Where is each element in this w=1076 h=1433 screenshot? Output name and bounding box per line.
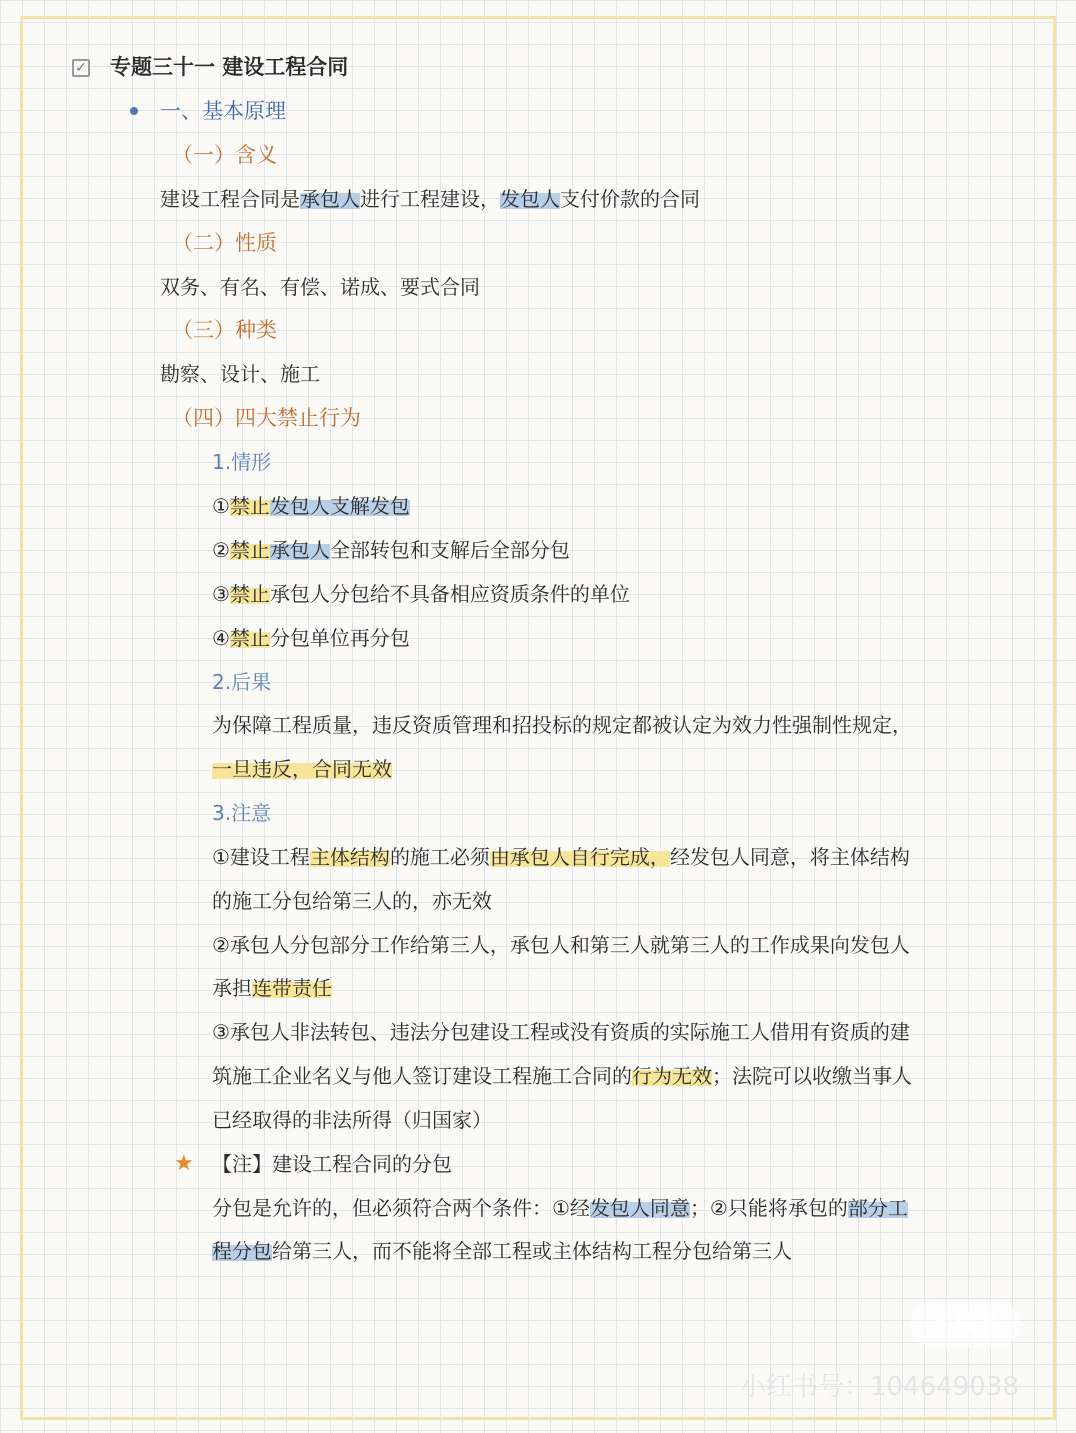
highlight-party: 承包人 [269,538,330,562]
sub-consequences: 2.后果 [212,670,272,694]
highlight-main-structure: 主体结构 [309,845,390,869]
subheading-types: （三）种类 [172,318,277,342]
star-text [212,1194,908,1222]
text-segment: 支付价款的合同 [560,187,700,211]
highlight-prohibit: 禁止 [229,538,270,562]
highlight-employer: 发包人 [500,187,560,211]
subheading-nature: （二）性质 [172,231,277,255]
note-text: 已经取得的非法所得（归国家） [212,1108,492,1132]
text-segment: 经发包人同意，将主体结构 [669,845,910,869]
highlight-partial: 程分包 [212,1239,272,1263]
prohibition-item [212,580,630,608]
highlight-prohibit: 禁止 [229,582,270,606]
text-segment: ①建设工程 [212,845,310,869]
nature-text: 双务、有名、有偿、诺成、要式合同 [160,275,480,299]
text-segment: 建设工程合同是 [160,187,300,211]
item-number: ④ [212,626,230,650]
bullet-icon [130,107,138,115]
subheading-meaning: （一）含义 [172,143,277,167]
note-text [212,1062,912,1090]
prohibition-item [212,492,410,520]
highlight-self-complete: 由承包人自行完成， [489,845,670,869]
highlight-joint-liability: 连带责任 [252,976,332,1000]
highlight-action: 支解发包 [329,494,410,518]
text-segment: ；法院可以收缴当事人 [712,1064,912,1088]
text-segment: 筑施工企业名义与他人签订建设工程施工合同的 [212,1064,632,1088]
text-segment: 分包单位再分包 [269,626,410,650]
note-text [212,843,910,871]
text-segment: 承包人分包给不具备相应资质条件的单位 [269,582,630,606]
sub-situations: 1.情形 [212,450,272,474]
note-text: ②承包人分包部分工作给第三人，承包人和第三人就第三人的工作成果向发包人 [212,933,910,957]
highlight-consent: 发包人同意 [589,1196,690,1220]
text-segment: 承担 [212,976,252,1000]
highlight-prohibit: 禁止 [229,494,270,518]
watermark-id: 小红书号：104649038 [740,1372,1019,1402]
text-segment: 的施工必须 [389,845,490,869]
highlight-void-act: 行为无效 [632,1064,712,1088]
item-number: ③ [212,582,230,606]
highlight-party: 发包人 [269,494,330,518]
text-segment: 全部转包和支解后全部分包 [329,538,570,562]
page-title: 专题三十一 建设工程合同 [110,55,349,79]
star-icon: ★ [174,1151,194,1176]
meaning-text [160,185,700,213]
section-heading: 一、基本原理 [160,99,286,123]
star-heading: 【注】建设工程合同的分包 [212,1152,452,1176]
text-segment: 进行工程建设， [360,187,500,211]
star-text [212,1237,792,1265]
highlight-contractor: 承包人 [300,187,360,211]
prohibition-item [212,536,570,564]
note-text: 的施工分包给第三人的，亦无效 [212,889,492,913]
highlight-prohibit: 禁止 [229,626,270,650]
consequence-text: 为保障工程质量，违反资质管理和招投标的规定都被认定为效力性强制性规定， [212,713,912,737]
subheading-prohibitions: （四）四大禁止行为 [172,406,361,430]
checkbox-icon[interactable]: ✓ [72,59,90,77]
sub-notes: 3.注意 [212,801,272,825]
watermark-logo: 小红书 [910,1300,1020,1348]
text-segment: 给第三人，而不能将全部工程或主体结构工程分包给第三人 [272,1239,792,1263]
highlight-partial: 部分工 [847,1196,908,1220]
item-number: ① [212,494,230,518]
note-text: ③承包人非法转包、违法分包建设工程或没有资质的实际施工人借用有资质的建 [212,1020,910,1044]
prohibition-item [212,624,410,652]
item-number: ② [212,538,230,562]
types-text: 勘察、设计、施工 [160,362,320,386]
note-text [212,974,332,1002]
text-segment: ；②只能将承包的 [689,1196,848,1220]
highlight-void: 一旦违反，合同无效 [212,757,392,781]
text-segment: 分包是允许的，但必须符合两个条件：①经 [212,1196,590,1220]
consequence-text [212,755,392,783]
